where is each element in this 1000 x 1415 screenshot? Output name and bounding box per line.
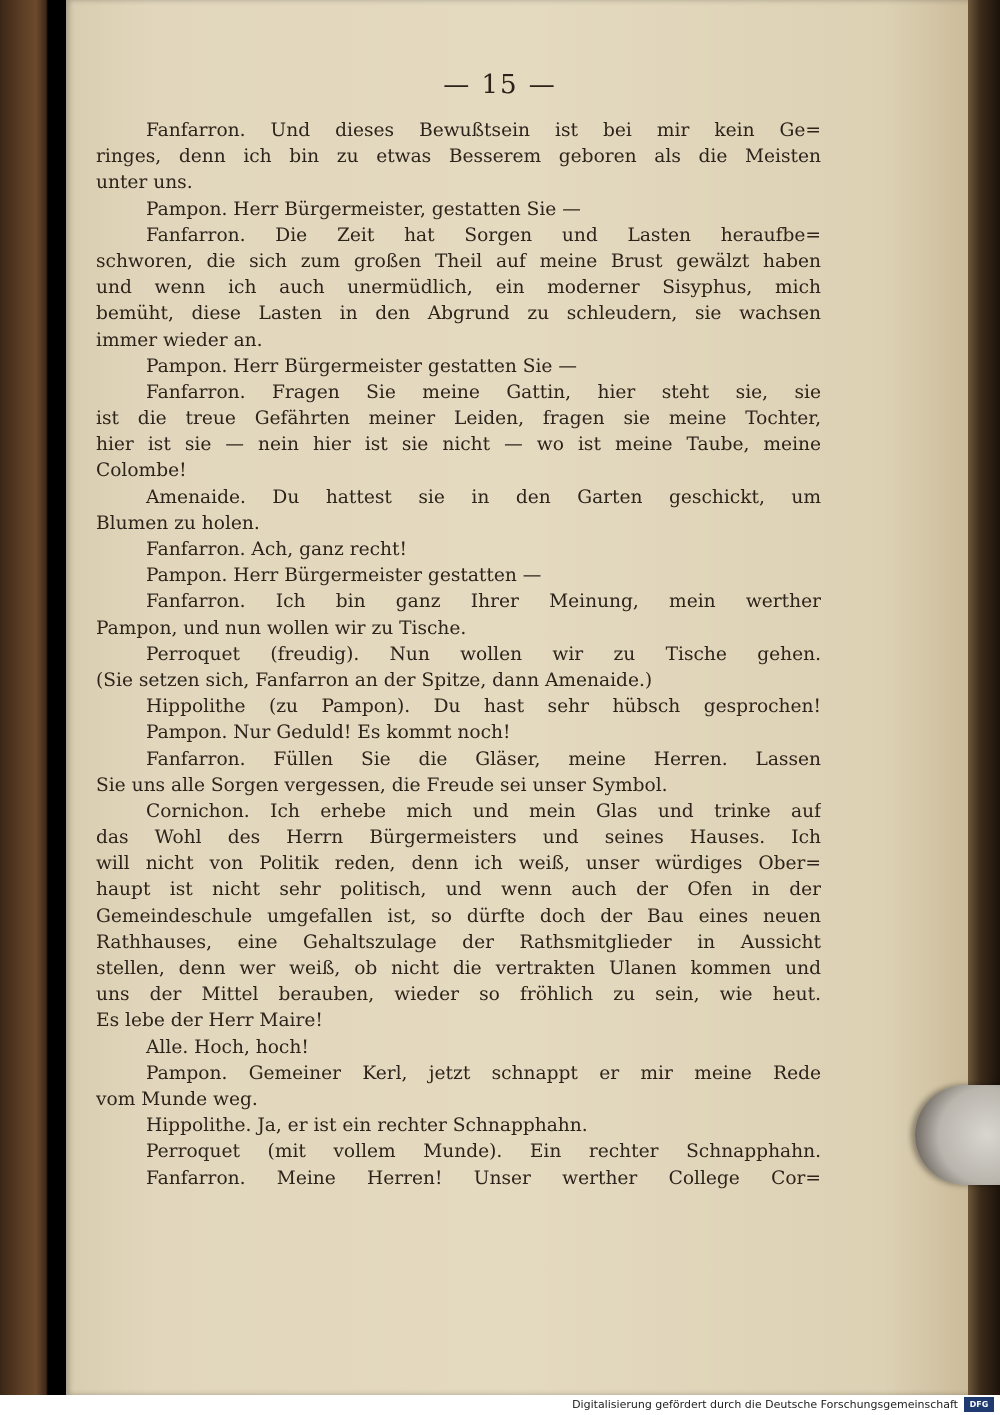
text-line: das Wohl des Herrn Bürgermeisters und seines Hauses. Ich xyxy=(96,827,821,849)
text-line: Colombe! xyxy=(96,460,187,482)
text-line: Fanfarron. Füllen Sie die Gläser, meine Herren. Lassen xyxy=(146,748,821,770)
text-line: (Sie setzen sich, Fanfarron an der Spitze, dann Amenaide.) xyxy=(96,669,653,691)
text-line: Fanfarron. Ich bin ganz Ihrer Meinung, mein werther xyxy=(146,591,821,613)
text-line: Fanfarron. Fragen Sie meine Gattin, hier steht sie, sie xyxy=(146,381,821,403)
text-line: Blumen zu holen. xyxy=(96,512,260,534)
text-line: Hippolithe (zu Pampon). Du hast sehr hübsch gesprochen! xyxy=(146,696,821,718)
text-line: Gemeindeschule umgefallen ist, so dürfte doch der Bau eines neuen xyxy=(96,905,821,927)
text-line: ringes, denn ich bin zu etwas Besserem geboren als die Meisten xyxy=(96,146,821,168)
text-line: immer wieder an. xyxy=(96,329,263,351)
text-line: Cornichon. Ich erhebe mich und mein Glas und trinke auf xyxy=(146,800,821,822)
text-line: haupt ist nicht sehr politisch, und wenn auch der Ofen in der xyxy=(96,879,821,901)
text-line: stellen, denn wer weiß, ob nicht die vertrakten Ulanen kommen und xyxy=(96,958,821,979)
text-line: Pampon. Herr Bürgermeister gestatten Sie — xyxy=(146,355,577,377)
text-line: Fanfarron. Und dieses Bewußtsein ist bei mir kein Ge= xyxy=(146,120,821,141)
text-line: Pampon. Herr Bürgermeister gestatten — xyxy=(146,565,542,587)
book-edge xyxy=(968,0,1000,1395)
text-line: Perroquet (mit vollem Munde). Ein rechter Schnapphahn. xyxy=(146,1141,821,1163)
text-line: uns der Mittel berauben, wieder so fröhlich zu sein, wie heut. xyxy=(96,984,821,1006)
text-line: vom Munde weg. xyxy=(96,1088,258,1110)
text-line: unter uns. xyxy=(96,172,193,194)
text-line: Hippolithe. Ja, er ist ein rechter Schnapphahn. xyxy=(146,1115,588,1137)
text-line: bemüht, diese Lasten in den Abgrund zu schleudern, sie wachsen xyxy=(96,303,821,325)
text-line: Pampon. Herr Bürgermeister, gestatten Sie — xyxy=(146,198,581,220)
text-line: Alle. Hoch, hoch! xyxy=(146,1036,309,1058)
play-text xyxy=(96,118,821,1192)
text-line: ist die treue Gefährten meiner Leiden, fragen sie meine Tochter, xyxy=(96,408,821,430)
text-line: Amenaide. Du hattest sie in den Garten geschickt, um xyxy=(146,486,821,508)
footer-bar xyxy=(0,1395,1000,1415)
text-line: Fanfarron. Meine Herren! Unser werther College Cor= xyxy=(146,1167,821,1189)
text-line: Sie uns alle Sorgen vergessen, die Freude sei unser Symbol. xyxy=(96,774,668,796)
text-line: will nicht von Politik reden, denn ich weiß, unser würdiges Ober= xyxy=(96,853,821,875)
text-line: Pampon. Nur Geduld! Es kommt noch! xyxy=(146,722,511,744)
text-line: Fanfarron. Ach, ganz recht! xyxy=(146,539,407,560)
text-line: Perroquet (freudig). Nun wollen wir zu Tische gehen. xyxy=(146,643,821,665)
funding-note: Digitalisierung gefördert durch die Deutsche Forschungsgemeinschaft xyxy=(572,1398,958,1411)
text-line: hier ist sie — nein hier ist sie nicht — wo ist meine Taube, meine xyxy=(96,434,821,456)
text-line: Fanfarron. Die Zeit hat Sorgen und Lasten heraufbe= xyxy=(146,224,821,246)
text-line: schworen, die sich zum großen Theil auf meine Brust gewälzt haben xyxy=(96,250,821,272)
text-line: Pampon, und nun wollen wir zu Tische. xyxy=(96,617,467,639)
dfg-logo: DFG xyxy=(964,1397,994,1412)
text-line: Rathhauses, eine Gehaltszulage der Rathsmitglieder in Aussicht xyxy=(96,931,821,953)
text-line: und wenn ich auch unermüdlich, ein moderner Sisyphus, mich xyxy=(96,277,821,299)
page-number: — 15 — xyxy=(443,70,557,100)
text-line: Pampon. Gemeiner Kerl, jetzt schnappt er mir meine Rede xyxy=(146,1062,821,1084)
text-line: Es lebe der Herr Maire! xyxy=(96,1010,323,1032)
